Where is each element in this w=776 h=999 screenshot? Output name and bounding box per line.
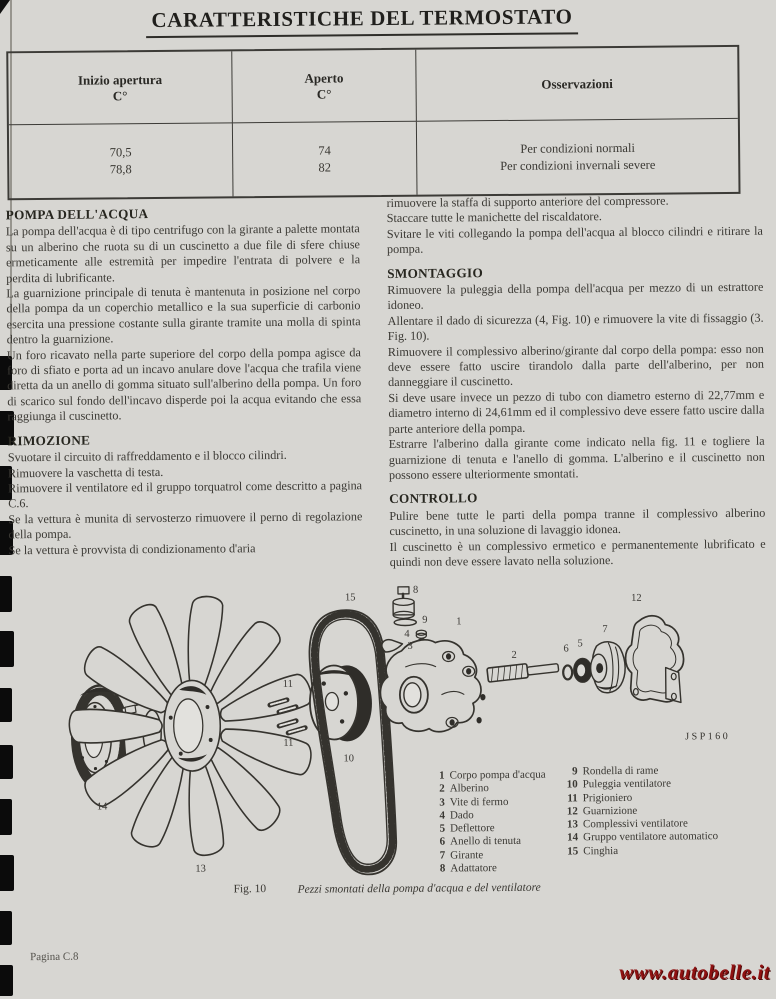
drawing-code: JSP160 bbox=[685, 731, 731, 743]
parts-list-item: 2 Alberino bbox=[439, 782, 489, 795]
parts-list-item: 11 Prigioniero bbox=[567, 791, 633, 805]
parts-list-item: 9 Rondella di rame bbox=[571, 764, 659, 778]
parts-list-column-1 bbox=[430, 768, 566, 876]
callout-10: 10 bbox=[343, 753, 354, 765]
callout-3: 3 bbox=[407, 640, 413, 652]
table-cell-inizio-values: 70,5 78,8 bbox=[9, 123, 234, 198]
parts-list-item: 3 Vite di fermo bbox=[439, 795, 509, 809]
callout-6: 6 bbox=[563, 643, 569, 655]
paragraph: rimuovere la staffa di supporto anteriore del compressore. bbox=[386, 193, 669, 211]
paragraph: Staccare tutte le manichette del riscaldatore. bbox=[386, 209, 602, 226]
paragraph: Se la vettura è munita di servosterzo rimuovere il perno di regolazione della pompa. bbox=[8, 508, 363, 542]
table-header-osservazioni: Osservazioni bbox=[416, 47, 738, 122]
callout-5: 5 bbox=[577, 638, 583, 650]
table-cell-osservazioni-values: Per condizioni normali Per condizioni invernali severe bbox=[500, 140, 656, 173]
callout-1: 1 bbox=[456, 616, 462, 628]
paragraph: Si deve usare invece un pezzo di tubo con diametro esterno di 22,77mm e diametro interno di 24,61mm ed il complessivo deve essere fatto uscire dalla parte anteriore della pompa. bbox=[388, 387, 765, 436]
paragraph: Il cuscinetto è un complessivo ermetico e permanentemente lubrificato e quindi non deve essere lavato nella soluzione. bbox=[389, 536, 766, 569]
text-column-right bbox=[387, 193, 766, 571]
parts-list-item: 6 Anello di tenuta bbox=[439, 835, 522, 849]
paragraph: Svuotare il circuito di raffreddamento e il blocco cilindri. bbox=[7, 447, 287, 465]
paragraph: Rimuovere la vaschetta di testa. bbox=[7, 464, 164, 480]
paragraph: Svitare le viti collegando la pompa dell'acqua al blocco cilindri e ritirare la pompa. bbox=[386, 223, 763, 257]
callout-2: 2 bbox=[511, 649, 517, 661]
callout-9: 9 bbox=[422, 614, 428, 626]
parts-list-item: 10 Puleggia ventilatore bbox=[566, 777, 671, 791]
seal-ring bbox=[563, 665, 572, 679]
section-heading-controllo: CONTROLLO bbox=[389, 490, 478, 507]
parts-list-item: 13 Complessivi ventilatore bbox=[566, 817, 688, 831]
parts-list-item: 7 Girante bbox=[439, 848, 484, 862]
callout-15: 15 bbox=[344, 592, 356, 604]
callout-7: 7 bbox=[602, 624, 608, 636]
pump-shaft bbox=[487, 660, 559, 682]
parts-list-item: 8 Adattatore bbox=[439, 862, 497, 875]
parts-list-item: 14 Gruppo ventilatore automatico bbox=[567, 830, 719, 844]
paragraph: Rimuovere il complessivo alberino/girante dal corpo della pompa: esso non deve essere fatto uscire tirandolo dalla parte dell'alberino, per non danneggiare il cuscinetto. bbox=[387, 341, 765, 390]
deflector bbox=[574, 658, 592, 682]
figure-caption-text: Pezzi smontati della pompa d'acqua e del ventilatore bbox=[297, 881, 541, 896]
watermark-url: www.autobelle.it bbox=[619, 960, 770, 984]
paragraph: Pulire bene tutte le parti della pompa tranne il complessivo alberino cuscinetto, in una soluzione di lavaggio idonea. bbox=[389, 505, 766, 539]
text-column-left bbox=[6, 204, 363, 558]
callout-4: 4 bbox=[404, 628, 410, 640]
parts-list-item: 15 Cinghia bbox=[567, 844, 619, 858]
table-cell-aperto-values: 74 82 bbox=[233, 122, 418, 197]
paragraph: Rimuovere la puleggia della pompa dell'acqua per mezzo di un estrattore idoneo. bbox=[387, 279, 764, 313]
callout-14: 14 bbox=[96, 801, 108, 813]
paragraph: Se la vettura è provvista di condizionamento d'aria bbox=[8, 540, 256, 557]
callout-11b: 11 bbox=[283, 737, 294, 749]
paragraph: Un foro ricavato nella parte superiore del corpo della pompa agisce da foro di sfiato e porta ad un incavo anulare dove l'acqua che trafila viene diretta da un anello di gomma situato sull'alberino della pompa. Un foro di scarico sul fondo dell'incavo disperde poi la acqua evitando che essa raggiunga il cuscinetto. bbox=[6, 344, 362, 424]
thermostat-table bbox=[6, 45, 740, 200]
paragraph: Estrarre l'alberino dalla girante come indicato nella fig. 11 e togliere la guarnizione di tenuta e l'anello di gomma. L'alberino e il cuscinetto non possono essere ulteriormente smontati. bbox=[388, 433, 765, 482]
figure-label: Fig. 10 bbox=[233, 883, 267, 896]
page-title: CARATTERISTICHE DEL TERMOSTATO bbox=[146, 4, 578, 38]
callout-12: 12 bbox=[630, 592, 642, 604]
paragraph: Rimuovere il ventilatore ed il gruppo torquatrol come descritto a pagina C.6. bbox=[7, 478, 363, 511]
paragraph: La pompa dell'acqua è di tipo centrifugo con la girante a palette montata su un alberino che ruota su di un cuscinetto a due file di sfere chiuse ermeticamente alle estremità per impedire l'entrata di polvere e la perdita di lubrificante. bbox=[5, 221, 361, 285]
parts-list-column-2 bbox=[562, 764, 773, 859]
parts-list-item: 12 Guarnizione bbox=[566, 804, 638, 818]
table-header-inizio-apertura: Inizio apertura C° bbox=[8, 51, 233, 125]
section-heading-rimozione: RIMOZIONE bbox=[7, 432, 91, 449]
table-header-aperto: Aperto C° bbox=[232, 50, 417, 124]
callout-8: 8 bbox=[412, 584, 419, 596]
callout-11: 11 bbox=[282, 678, 293, 690]
paragraph: Allentare il dado di sicurezza (4, Fig. 10) e rimuovere la vite di fissaggio (3. Fig. 10). bbox=[387, 310, 764, 344]
section-heading-smontaggio: SMONTAGGIO bbox=[387, 264, 484, 281]
section-heading-pompa: POMPA DELL'ACQUA bbox=[5, 206, 149, 223]
pump-body bbox=[380, 639, 486, 732]
pump-casing bbox=[625, 615, 684, 702]
paragraph: La guarnizione principale di tenuta è mantenuta in posizione nel corpo della pompa da un coperchio metallico e la sua superficie di carbonio esercita una pressione costante sulla girante tramite una molla di spinta dentro la guarnizione. bbox=[6, 283, 361, 347]
page-number: Pagina C.8 bbox=[30, 950, 79, 964]
callout-13: 13 bbox=[195, 863, 206, 875]
parts-list-item: 4 Dado bbox=[439, 809, 474, 822]
parts-list-item: 1 Corpo pompa d'acqua bbox=[439, 768, 546, 782]
parts-list-item: 5 Deflettore bbox=[439, 822, 495, 835]
impeller bbox=[590, 642, 625, 693]
